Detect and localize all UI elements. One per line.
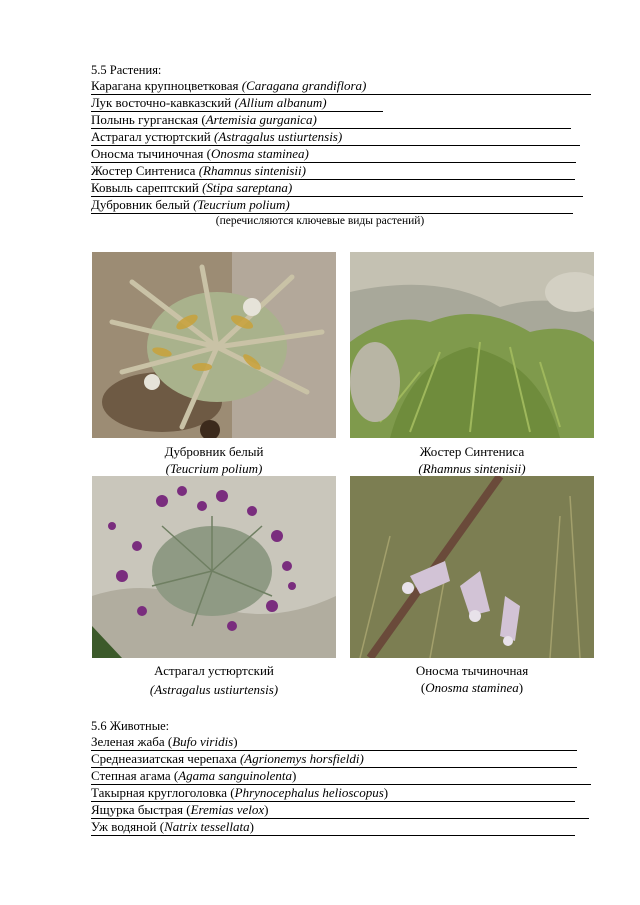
animal-item: Среднеазиатская черепаха (Agrionemys horsfieldi)	[91, 751, 577, 768]
caption-rhamnus: Жостер Синтениса (Rhamnus sintenisii)	[418, 444, 526, 476]
caption-onosma: Оносма тычиночная (Onosma staminea)	[415, 663, 529, 695]
caption-astragalus: Астрагал устюртский (Astragalus ustiurtensis)	[149, 663, 279, 697]
plant-item: Дубровник белый (Teucrium polium)	[91, 197, 573, 214]
plant-item: Астрагал устюртский (Astragalus ustiurtensis)	[91, 129, 580, 146]
photo-teucrium	[92, 252, 336, 438]
animal-item: Зеленая жаба (Bufo viridis)	[91, 734, 577, 751]
plants-note: (перечисляются ключевые виды растений)	[215, 215, 425, 227]
animal-item: Ящурка быстрая (Eremias velox)	[91, 802, 589, 819]
plant-item: Лук восточно-кавказский (Allium albanum)	[91, 95, 383, 112]
plants-heading: 5.5 Растения:	[91, 63, 162, 77]
animals-heading: 5.6 Животные:	[91, 719, 170, 733]
plant-item: Полынь гурганская (Artemisia gurganica)	[91, 112, 571, 129]
plant-item: Жостер Синтениса (Rhamnus sintenisii)	[91, 163, 575, 180]
animal-item: Степная агама (Agama sanguinolenta)	[91, 768, 591, 785]
plant-item: Ковыль сарептский (Stipa sareptana)	[91, 180, 583, 197]
photo-onosma	[350, 476, 594, 658]
plant-item: Оносма тычиночная (Onosma staminea)	[91, 146, 576, 163]
animal-item: Уж водяной (Natrix tessellata)	[91, 819, 575, 836]
photo-astragalus	[92, 476, 336, 658]
caption-teucrium: Дубровник белый (Teucrium polium)	[164, 444, 264, 476]
photo-rhamnus	[350, 252, 594, 438]
plant-item: Карагана крупноцветковая (Caragana grandiflora)	[91, 78, 591, 95]
animal-item: Такырная круглоголовка (Phrynocephalus helioscopus)	[91, 785, 575, 802]
